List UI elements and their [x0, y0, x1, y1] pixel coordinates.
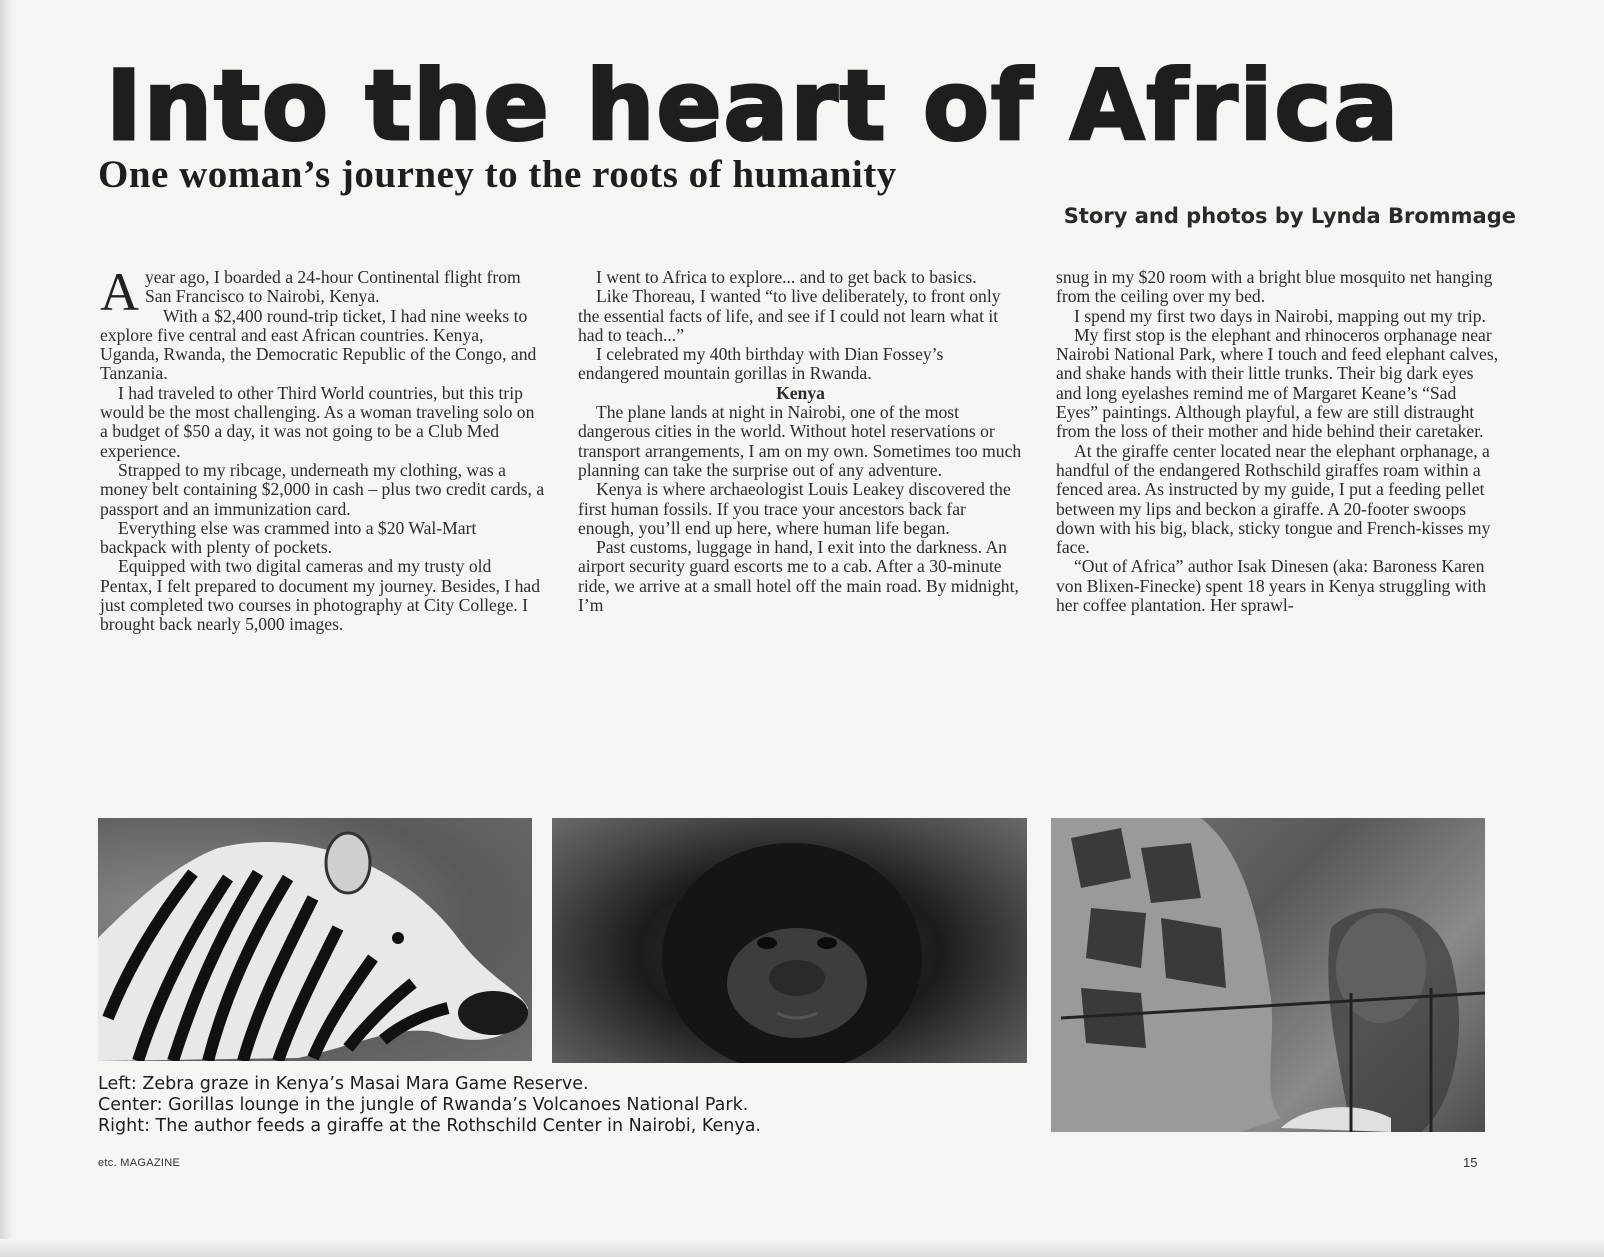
- paragraph: I went to Africa to explore... and to get back to basics.: [596, 267, 977, 287]
- article-title: Into the heart of Africa: [106, 50, 1401, 162]
- paragraph: Past customs, luggage in hand, I exit into the darkness. An airport security guard escorts me to a cab. After a 30-minute ride, we arrive at a small hotel off the main road. By midnight, I’m: [578, 537, 1019, 616]
- paragraph: I had traveled to other Third World countries, but this trip would be the most challenging. As a woman traveling solo on a budget of $50 a day, it was not going to be a Club Med experience.: [100, 382, 535, 461]
- paragraph: At the giraffe center located near the elephant orphanage, a handful of the endangered Rothschild giraffes roam within a fenced area. As instructed by my guide, I put a feeding pellet between my lips and beckon a giraffe. A 20-footer swoops down with his big, black, sticky tongue and French-kisses my face.: [1056, 440, 1491, 558]
- zebra-photo: [98, 818, 532, 1061]
- paragraph: The plane lands at night in Nairobi, one of the most dangerous cities in the world. Without hotel reservations or transport arrangements, I am on my own. Sometimes too much planning can take the surprise out of any adventure.: [578, 402, 1022, 480]
- caption-center: Center: Gorillas lounge in the jungle of Rwanda’s Volcanoes National Park.: [98, 1095, 749, 1115]
- paragraph: Strapped to my ribcage, underneath my clothing, was a money belt containing $2,000 in cash – plus two credit cards, a passport and an immunization card.: [100, 459, 545, 519]
- article-byline: Story and photos by Lynda Brommage: [1063, 204, 1516, 228]
- paragraph: Ayear ago, I boarded a 24-hour Continental flight from San Francisco to Nairobi, Kenya.: [100, 262, 521, 322]
- page-bottom-shadow: [0, 1239, 1604, 1257]
- text-column-1: [100, 262, 545, 635]
- text-column-2: [578, 268, 1023, 615]
- caption-right: Right: The author feeds a giraffe at the Rothschild Center in Nairobi, Kenya.: [98, 1116, 761, 1136]
- section-heading: Kenya: [776, 382, 825, 403]
- magazine-name: etc. MAGAZINE: [98, 1157, 181, 1169]
- giraffe-photo: [1051, 818, 1485, 1132]
- paragraph: I celebrated my 40th birthday with Dian Fossey’s endangered mountain gorillas in Rwanda.: [578, 344, 944, 384]
- article-subtitle: One woman’s journey to the roots of humanity: [98, 153, 897, 196]
- paragraph: Kenya is where archaeologist Louis Leakey discovered the first human fossils. If you trace your ancestors back far enough, you’ll end up here, where human life began.: [578, 479, 1011, 538]
- paragraph: My first stop is the elephant and rhinoceros orphanage near Nairobi National Park, where I touch and feed elephant calves, and shake hands with their little trunks. Their big dark eyes and long eyelashes remind me of Margaret Keane’s “Sad Eyes” paintings. Although playful, a few are still distraught from the loss of their mother and hide behind their caretaker.: [1056, 324, 1499, 442]
- text-column-3: [1056, 268, 1501, 615]
- page-binding-shadow: [0, 0, 14, 1257]
- gorilla-photo: [552, 818, 1027, 1063]
- paragraph: Everything else was crammed into a $20 Wal-Mart backpack with plenty of pockets.: [100, 517, 477, 558]
- paragraph: snug in my $20 room with a bright blue mosquito net hanging from the ceiling over my bed.: [1056, 267, 1493, 307]
- paragraph: I spend my first two days in Nairobi, mapping out my trip.: [1074, 305, 1486, 326]
- paragraph: Equipped with two digital cameras and my trusty old Pentax, I felt prepared to document my journey. Besides, I had just completed two courses in photography at City College. I brought back nearly 5,000 images.: [100, 556, 541, 635]
- caption-left: Left: Zebra graze in Kenya’s Masai Mara Game Reserve.: [98, 1074, 589, 1094]
- drop-cap: A: [100, 262, 139, 322]
- paragraph: Like Thoreau, I wanted “to live deliberately, to front only the essential facts of life, and see if I could not learn what it had to teach...”: [578, 286, 1001, 345]
- paragraph: “Out of Africa” author Isak Dinesen (aka: Baroness Karen von Blixen-Finecke) spent 18 years in Kenya struggling with her coffee plantation. Her sprawl-: [1056, 556, 1486, 616]
- page-number: 15: [1463, 1155, 1478, 1170]
- paragraph: With a $2,400 round-trip ticket, I had nine weeks to explore five central and east African countries. Kenya, Uganda, Rwanda, the Democratic Republic of the Congo, and Tanzania.: [100, 305, 537, 384]
- photo-captions: [98, 1074, 761, 1137]
